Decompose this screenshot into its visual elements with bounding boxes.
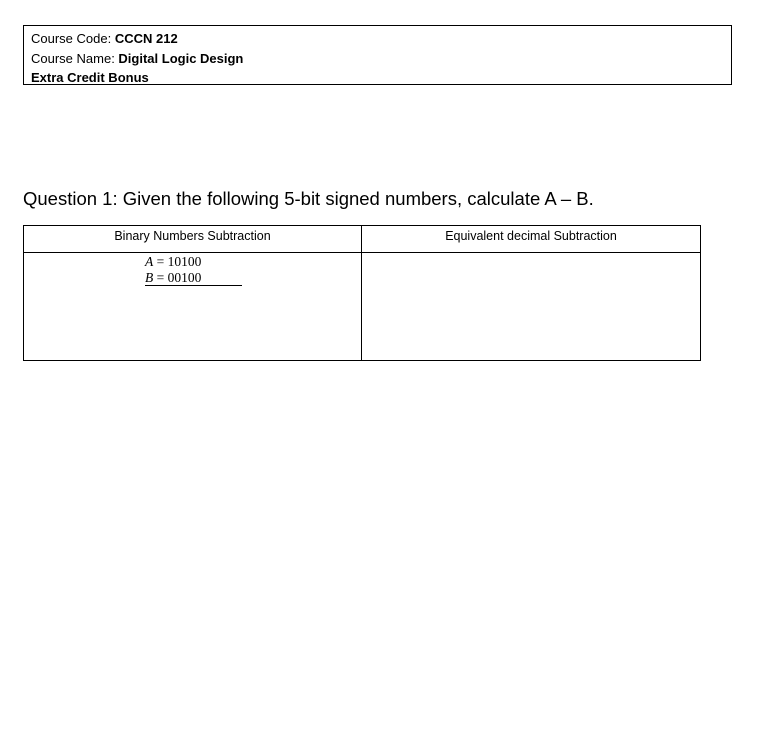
decimal-answer-cell[interactable] <box>362 253 700 360</box>
operand-b <box>145 270 242 286</box>
question-1-text: Question 1: Given the following 5-bit signed numbers, calculate A – B. <box>23 188 594 209</box>
course-code-value: CCCN 212 <box>114 31 178 46</box>
binary-operands <box>145 253 242 286</box>
operand-a <box>145 253 242 270</box>
course-name-line <box>31 49 731 69</box>
course-name-value: Digital Logic Design <box>118 50 244 66</box>
answer-table <box>23 225 701 361</box>
decimal-subtraction-header: Equivalent decimal Subtraction <box>445 229 617 243</box>
course-code-line <box>31 29 731 49</box>
operand-b-value: = 00100 <box>153 270 202 285</box>
course-info-box <box>23 25 732 85</box>
operand-a-variable: A <box>145 254 154 269</box>
binary-subtraction-header: Binary Numbers Subtraction <box>114 229 271 243</box>
operand-b-variable: B <box>145 270 154 285</box>
course-code-label: Course Code: <box>31 31 115 46</box>
extra-credit-title: Extra Credit Bonus <box>31 70 149 85</box>
course-name-label: Course Name: <box>31 50 119 66</box>
operand-a-value: = 10100 <box>153 254 202 269</box>
